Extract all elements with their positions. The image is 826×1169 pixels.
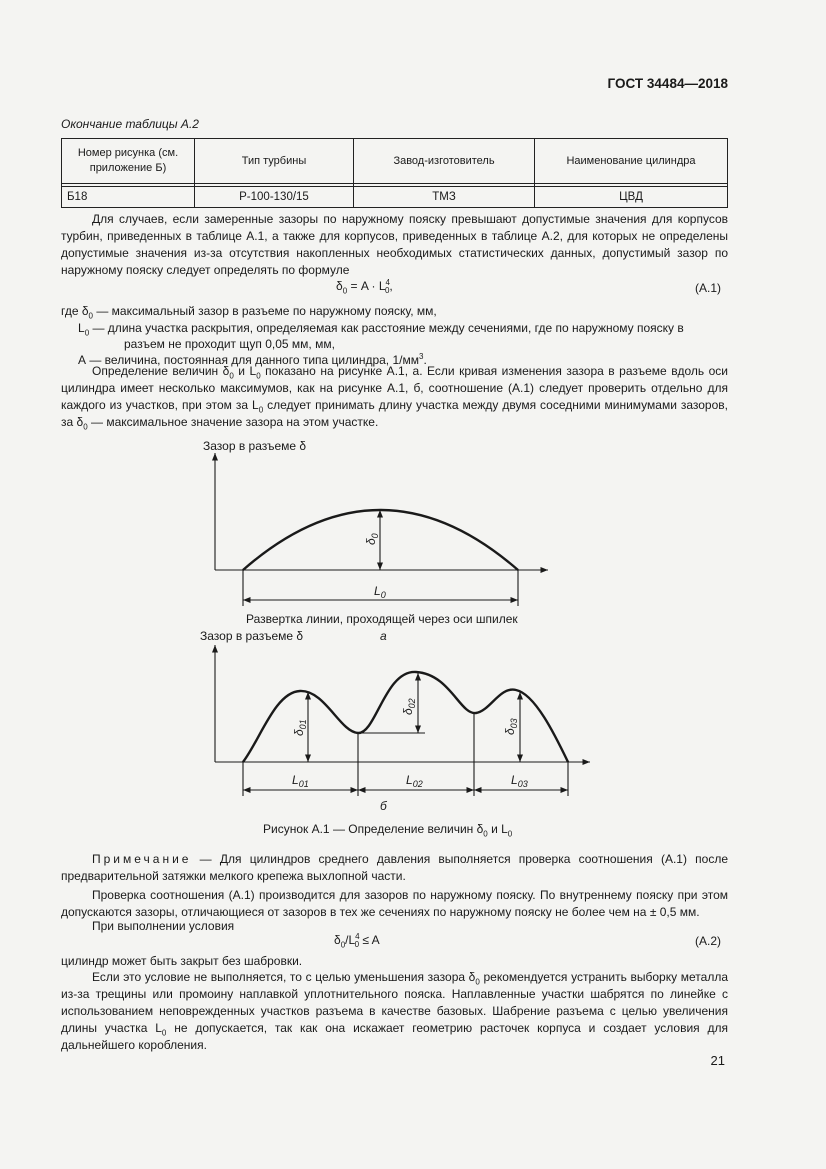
fig-a-delta-label: $\delta_0$ — [364, 533, 380, 545]
fig-b-d03-label: $\delta_{03}$ — [503, 718, 519, 735]
figure-caption: Рисунок А.1 — Определение величин $\delta_0$ и $L_0$ — [263, 822, 513, 839]
formula-a1-number: (А.1) — [695, 281, 722, 295]
figure-a1 — [0, 430, 826, 850]
formula-a1: $\delta_0 = A \cdot L^4_0$, — [336, 278, 393, 296]
cell-cylinder: ЦВД — [535, 187, 728, 208]
fig-b-curve — [243, 672, 568, 762]
cell-figure: Б18 — [62, 187, 195, 208]
table-row — [62, 187, 728, 208]
cell-manufacturer: ТМЗ — [354, 187, 535, 208]
definition-a: А — величина, постоянная для данного типа цилиндра, $1/мм^3$. — [78, 352, 427, 367]
fig-b-ylabel: Зазор в разъеме δ — [200, 629, 304, 643]
fig-b-d01-label: $\delta_{01}$ — [292, 719, 308, 736]
fig-a-length-label: $L_0$ — [374, 584, 386, 600]
paragraph-4: При выполнении условия — [92, 919, 235, 933]
fig-b-d02-label: $\delta_{02}$ — [401, 698, 417, 715]
fig-b-L03-label: $L_{03}$ — [511, 773, 528, 789]
fig-b-L02-label: $L_{02}$ — [406, 773, 423, 789]
header-figure-number: Номер рисунка (см. приложение Б) — [62, 139, 195, 184]
fig-a-caption: Развертка линии, проходящей через оси шпилек — [246, 612, 518, 626]
fig-a-ylabel: Зазор в разъеме δ — [203, 439, 307, 453]
fig-b-letter: б — [380, 799, 387, 813]
turbine-table — [61, 138, 728, 208]
table-caption: Окончание таблицы А.2 — [61, 117, 199, 131]
cell-turbine: Р-100-130/15 — [195, 187, 354, 208]
paragraph-1: Для случаев, если замеренные зазоры по наружному пояску превышают допустимые значения для корпусов турбин, приведенных в таблице А.1, а также для корпусов, приведенных в таблице А.2, для которых не определены допустимые значения из-за отсутствия накопленных необходимых статистических данных, допустимый зазор по наружному пояску следует определять по формуле — [61, 212, 728, 277]
page-number: 21 — [710, 1053, 725, 1068]
fig-a-letter: а — [380, 629, 387, 643]
note: Примечание — Для цилиндров среднего давления выполняется проверка соотношения (А.1) после предварительной затяжки мелкого крепежа выхлопной части. — [61, 852, 728, 883]
document-header: ГОСТ 34484—2018 — [607, 76, 728, 91]
fig-b-L01-label: $L_{01}$ — [292, 773, 309, 789]
header-cylinder-name: Наименование цилиндра — [535, 139, 728, 184]
definition-length-cont: разъем не проходит щуп 0,05 мм, мм, — [124, 337, 335, 351]
definition-delta: где $\delta_0$ — максимальный зазор в разъеме по наружному пояску, мм, — [61, 304, 437, 321]
note-label: Примечание — [92, 852, 192, 866]
formula-a2: $\delta_0/L^4_0 \le A$ — [334, 932, 380, 950]
definition-length: $L_0$ — длина участка раскрытия, определяемая как расстояние между сечениями, где по наружному пояску в — [78, 321, 684, 338]
formula-a2-number: (А.2) — [695, 934, 722, 948]
paragraph-5: цилиндр может быть закрыт без шабровки. — [61, 954, 303, 968]
header-turbine-type: Тип турбины — [195, 139, 354, 184]
paragraph-6: Если это условие не выполняется, то с целью уменьшения зазора $\delta_0$ рекомендуется устранить выборку металла из-за трещины или промоину наплавкой уплотнительного пояска. Наплавленные участки шабрятся по линейке с использованием неповрежденных участков разъема в качестве базовых. Шабрение разъема с целью увеличения длины участка $L_0$ не допускается, так как она искажает геометрию расточек корпуса и создает условия для дальнейшего коробления. — [61, 970, 729, 1052]
paragraph-3: Проверка соотношения (А.1) производится для зазоров по наружному пояску. По внутреннему пояску при этом допускаются зазоры, отличающиеся от зазоров в тех же сечениях по наружному пояску не более чем на ± 0,5 мм. — [61, 888, 728, 919]
paragraph-2: Определение величин $\delta_0$ и $L_0$ показано на рисунке А.1, а. Если кривая изменения зазора в разъеме вдоль оси цилиндра имеет несколько максимумов, как на рисунке А.1, б, соотношение (А.1) следует проверить отдельно для каждого из участков, при этом за $L_0$ следует принимать длину участка между двумя соседними минимумами зазоров, за $\delta_0$ — максимальное значение зазора на этом участке. — [61, 364, 728, 432]
header-manufacturer: Завод-изготовитель — [354, 139, 535, 184]
